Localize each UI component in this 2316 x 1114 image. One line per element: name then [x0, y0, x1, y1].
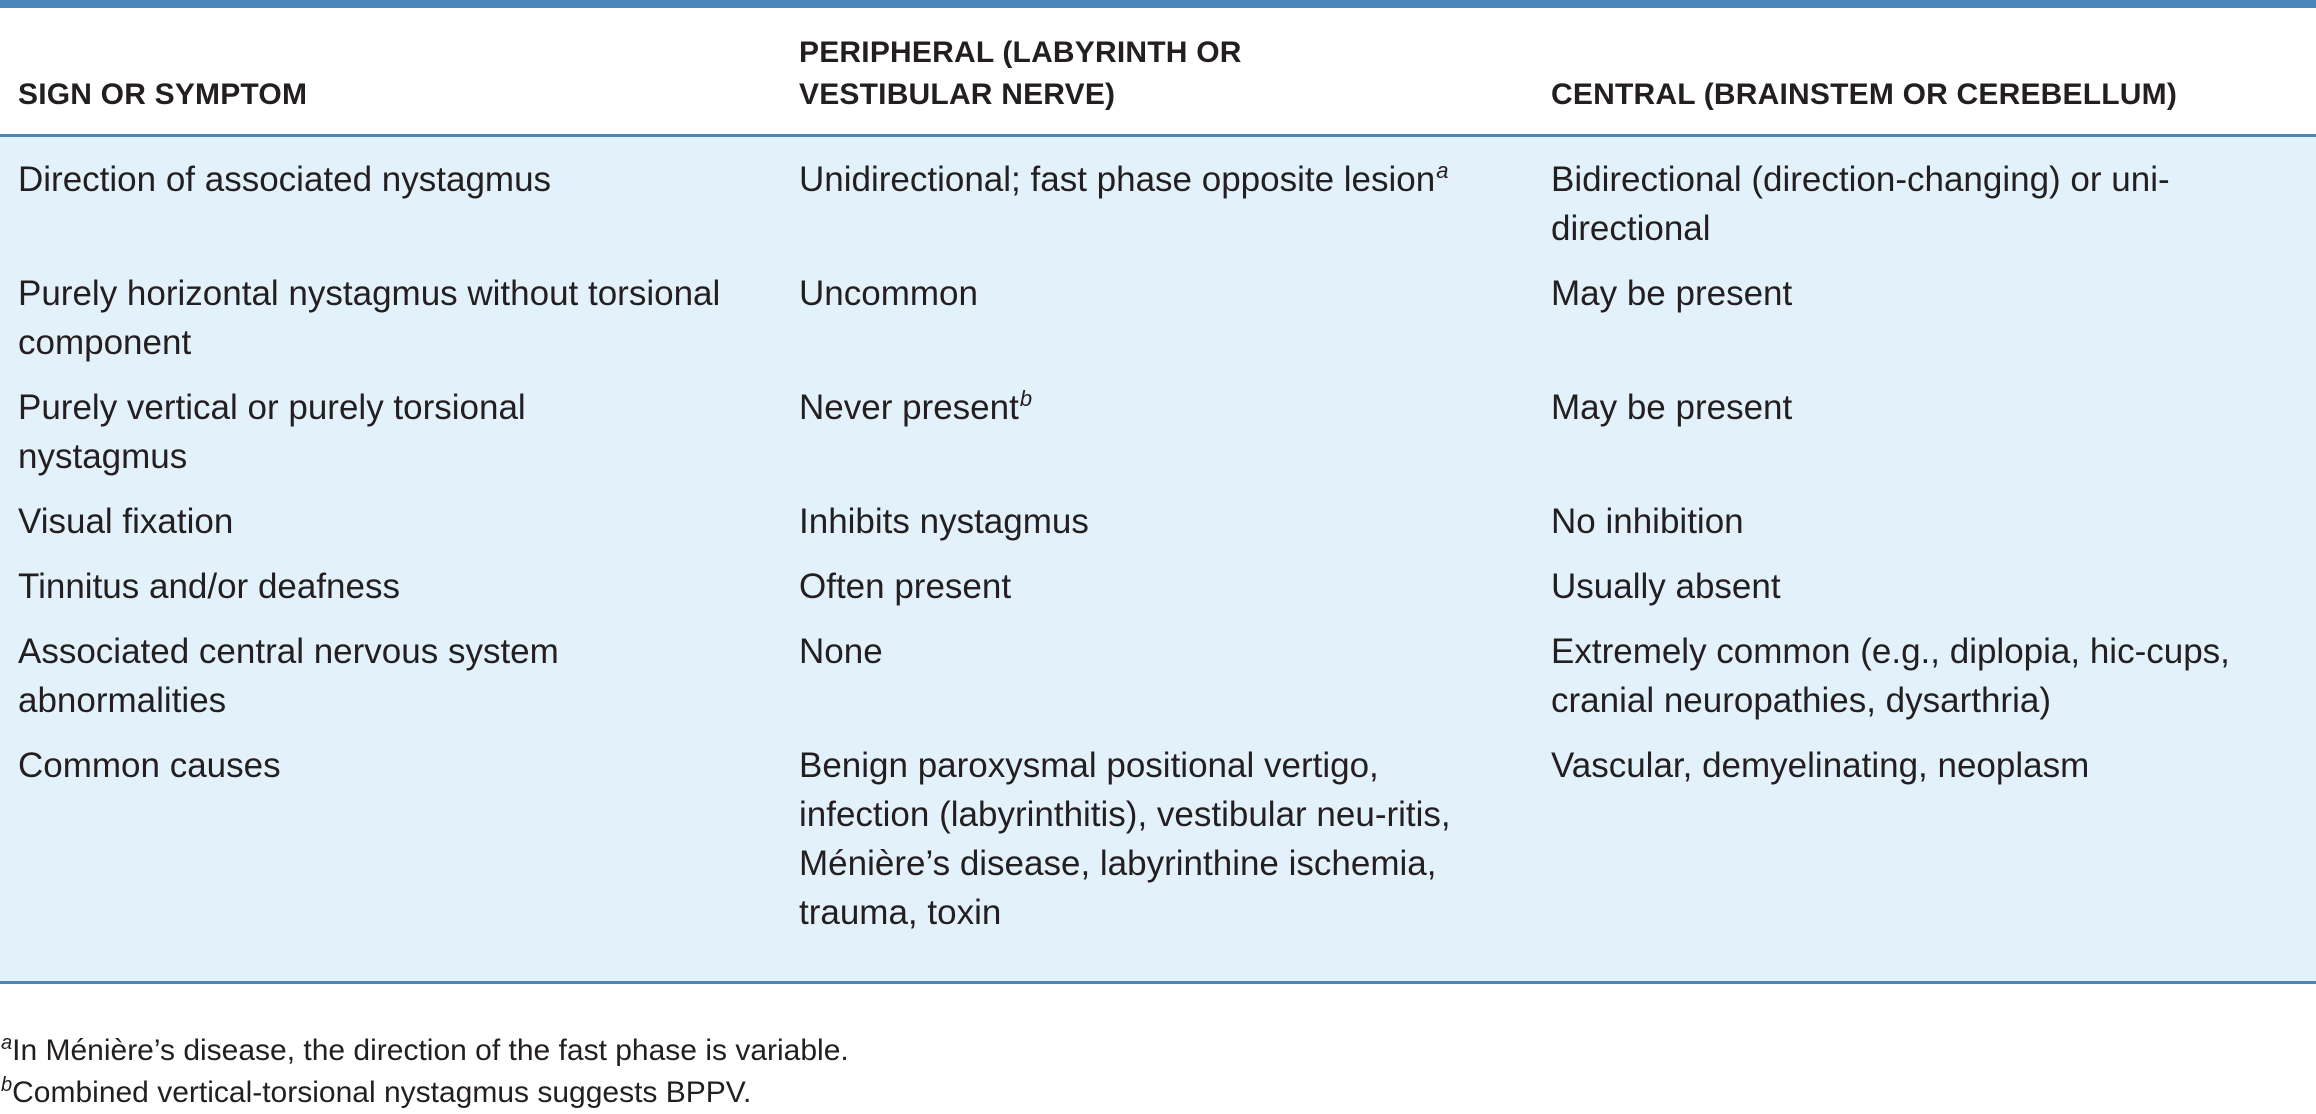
footnote: [0, 1072, 2316, 1114]
cell-peripheral: Benign paroxysmal positional vertigo, infection (labyrinthitis), vestibular neu-ritis, Ménière’s disease, labyrinthine ischemia, trauma, toxin: [781, 733, 1533, 983]
cell-sign: Common causes: [0, 733, 781, 983]
footnote-mark: b: [1, 1074, 13, 1096]
cell-central: Bidirectional (direction-changing) or uni-directional: [1533, 136, 2316, 262]
cell-sign: Direction of associated nystagmus: [0, 136, 781, 262]
table-row: [0, 136, 2316, 262]
table-row: [0, 554, 2316, 619]
header-row: [0, 8, 2316, 136]
footnote-mark: a: [1, 1032, 13, 1054]
table-row: [0, 489, 2316, 554]
cell-peripheral: None: [781, 619, 1533, 733]
cell-sign: Purely vertical or purely torsional nystagmus: [0, 375, 781, 489]
footnote-marker-b: b: [1019, 386, 1033, 412]
cell-sign: Visual fixation: [0, 489, 781, 554]
footnote-text: Combined vertical-torsional nystagmus suggests BPPV.: [12, 1076, 752, 1109]
table-row: [0, 619, 2316, 733]
header-sign: SIGN OR SYMPTOM: [0, 8, 781, 136]
footnote-text: In Ménière’s disease, the direction of the fast phase is variable.: [12, 1034, 849, 1067]
header-central: CENTRAL (BRAINSTEM OR CEREBELLUM): [1533, 8, 2316, 136]
cell-sign: Tinnitus and/or deafness: [0, 554, 781, 619]
table-row: [0, 261, 2316, 375]
cell-central: May be present: [1533, 375, 2316, 489]
cell-peripheral: [781, 375, 1533, 489]
footnote-marker-a: a: [1436, 158, 1449, 184]
header-peripheral: [781, 8, 1533, 136]
footnote: [0, 1030, 2316, 1072]
top-rule: [0, 0, 2316, 8]
cell-peripheral: Often present: [781, 554, 1533, 619]
cell-peripheral: Inhibits nystagmus: [781, 489, 1533, 554]
header-peripheral-label: PERIPHERAL (LABYRINTH OR VESTIBULAR NERVE): [799, 36, 1242, 111]
table-row: [0, 733, 2316, 983]
cell-central: May be present: [1533, 261, 2316, 375]
cell-peripheral: Uncommon: [781, 261, 1533, 375]
table-row: [0, 375, 2316, 489]
cell-central: Extremely common (e.g., diplopia, hic-cups, cranial neuropathies, dysarthria): [1533, 619, 2316, 733]
comparison-table: [0, 8, 2316, 984]
cell-peripheral: [781, 136, 1533, 262]
cell-sign: Purely horizontal nystagmus without torsional component: [0, 261, 781, 375]
cell-peripheral-text: Never present: [799, 388, 1019, 427]
cell-central: No inhibition: [1533, 489, 2316, 554]
table-container: [0, 8, 2316, 984]
cell-sign: Associated central nervous system abnormalities: [0, 619, 781, 733]
cell-central: Vascular, demyelinating, neoplasm: [1533, 733, 2316, 983]
cell-peripheral-text: Unidirectional; fast phase opposite lesion: [799, 160, 1436, 199]
footnotes: [0, 1030, 2316, 1114]
cell-central: Usually absent: [1533, 554, 2316, 619]
